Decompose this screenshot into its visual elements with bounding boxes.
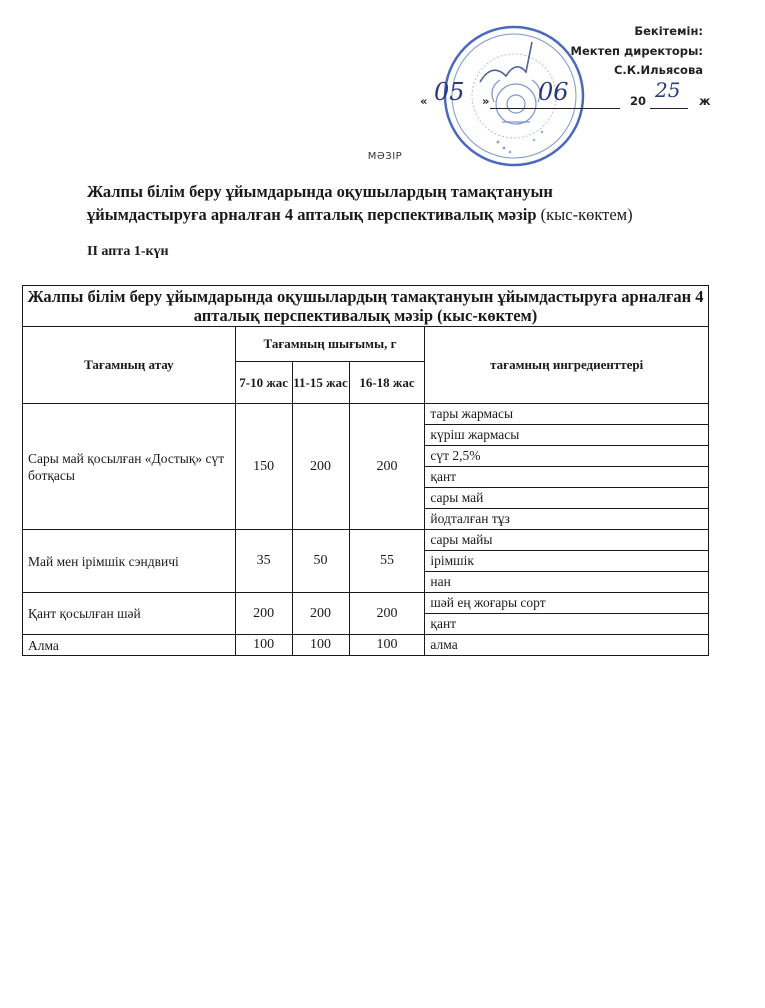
- title-season: (кыс-көктем): [540, 205, 633, 224]
- ingredient-cell: шәй ең жоғары сорт: [425, 593, 709, 614]
- menu-label: МӘЗІР: [367, 151, 403, 162]
- date-suffix: ж: [699, 94, 711, 108]
- ingredient-cell: сүт 2,5%: [425, 446, 709, 467]
- dish-name-cell: Сары май қосылған «Достық» сүт ботқасы: [23, 404, 236, 530]
- date-day: 05: [434, 78, 465, 106]
- table-row: [23, 404, 709, 425]
- header-yield: Тағамның шығымы, г: [235, 327, 425, 362]
- yield-cell: 200: [349, 404, 425, 530]
- table-caption: Жалпы білім беру ұйымдарында оқушылардың тамақтануын ұйымдастыруға арналған 4 апталық перспективалық мәзір (кыс-көктем): [23, 286, 709, 327]
- date-open-quote: «: [420, 94, 428, 108]
- week-day-label: II апта 1-күн: [87, 244, 169, 259]
- table-row: [23, 593, 709, 614]
- dish-name-cell: Алма: [23, 635, 236, 656]
- yield-cell: 35: [235, 530, 292, 593]
- date-close-quote: »: [482, 94, 490, 108]
- emblem-icon: [492, 80, 540, 124]
- date-underline: [490, 108, 620, 109]
- ingredient-cell: йодталған тұз: [425, 509, 709, 530]
- menu-table: [22, 285, 709, 656]
- dish-name-cell: Қант қосылған шәй: [23, 593, 236, 635]
- header-age-11-15: 11-15 жас: [292, 362, 349, 404]
- year-underline: [650, 108, 688, 109]
- ingredient-cell: сары май: [425, 488, 709, 509]
- document-title: [87, 180, 727, 226]
- yield-cell: 100: [235, 635, 292, 656]
- yield-cell: 200: [235, 593, 292, 635]
- dish-name-cell: Май мен ірімшік сэндвичі: [23, 530, 236, 593]
- header-age-7-10: 7-10 жас: [235, 362, 292, 404]
- yield-cell: 55: [349, 530, 425, 593]
- table-row: [23, 635, 709, 656]
- title-line-2: [87, 203, 727, 226]
- header-age-16-18: 16-18 жас: [349, 362, 425, 404]
- ingredient-cell: қант: [425, 467, 709, 488]
- ingredient-cell: тары жармасы: [425, 404, 709, 425]
- yield-cell: 150: [235, 404, 292, 530]
- header-ingredients: тағамның ингредиенттері: [425, 327, 709, 404]
- ingredient-cell: нан: [425, 572, 709, 593]
- approval-label: Бекітемін:: [634, 24, 703, 38]
- table-row: [23, 530, 709, 551]
- ingredient-cell: қант: [425, 614, 709, 635]
- yield-cell: 200: [349, 593, 425, 635]
- header-dish-name: Тағамның атау: [23, 327, 236, 404]
- title-line-1: Жалпы білім беру ұйымдарында оқушылардың тамақтануын: [87, 182, 553, 201]
- yield-cell: 100: [349, 635, 425, 656]
- table-header-row: [23, 327, 709, 362]
- approval-block: [571, 22, 703, 81]
- date-month: 06: [538, 78, 569, 106]
- ingredient-cell: ірімшік: [425, 551, 709, 572]
- ingredient-cell: сары майы: [425, 530, 709, 551]
- ingredient-cell: алма: [425, 635, 709, 656]
- yield-cell: 100: [292, 635, 349, 656]
- yield-cell: 200: [292, 593, 349, 635]
- title-line-2-main: ұйымдастыруға арналған 4 апталық перспективалық мәзір: [87, 205, 541, 224]
- director-title: Мектеп директоры:: [570, 43, 703, 58]
- date-year-prefix: 20: [630, 94, 647, 108]
- table-caption-row: [23, 286, 709, 327]
- yield-cell: 200: [292, 404, 349, 530]
- director-name: С.К.Ильясова: [613, 63, 703, 77]
- date-year-suffix: 25: [655, 78, 681, 102]
- signature-icon: [480, 42, 532, 82]
- ingredient-cell: күріш жармасы: [425, 425, 709, 446]
- yield-cell: 50: [292, 530, 349, 593]
